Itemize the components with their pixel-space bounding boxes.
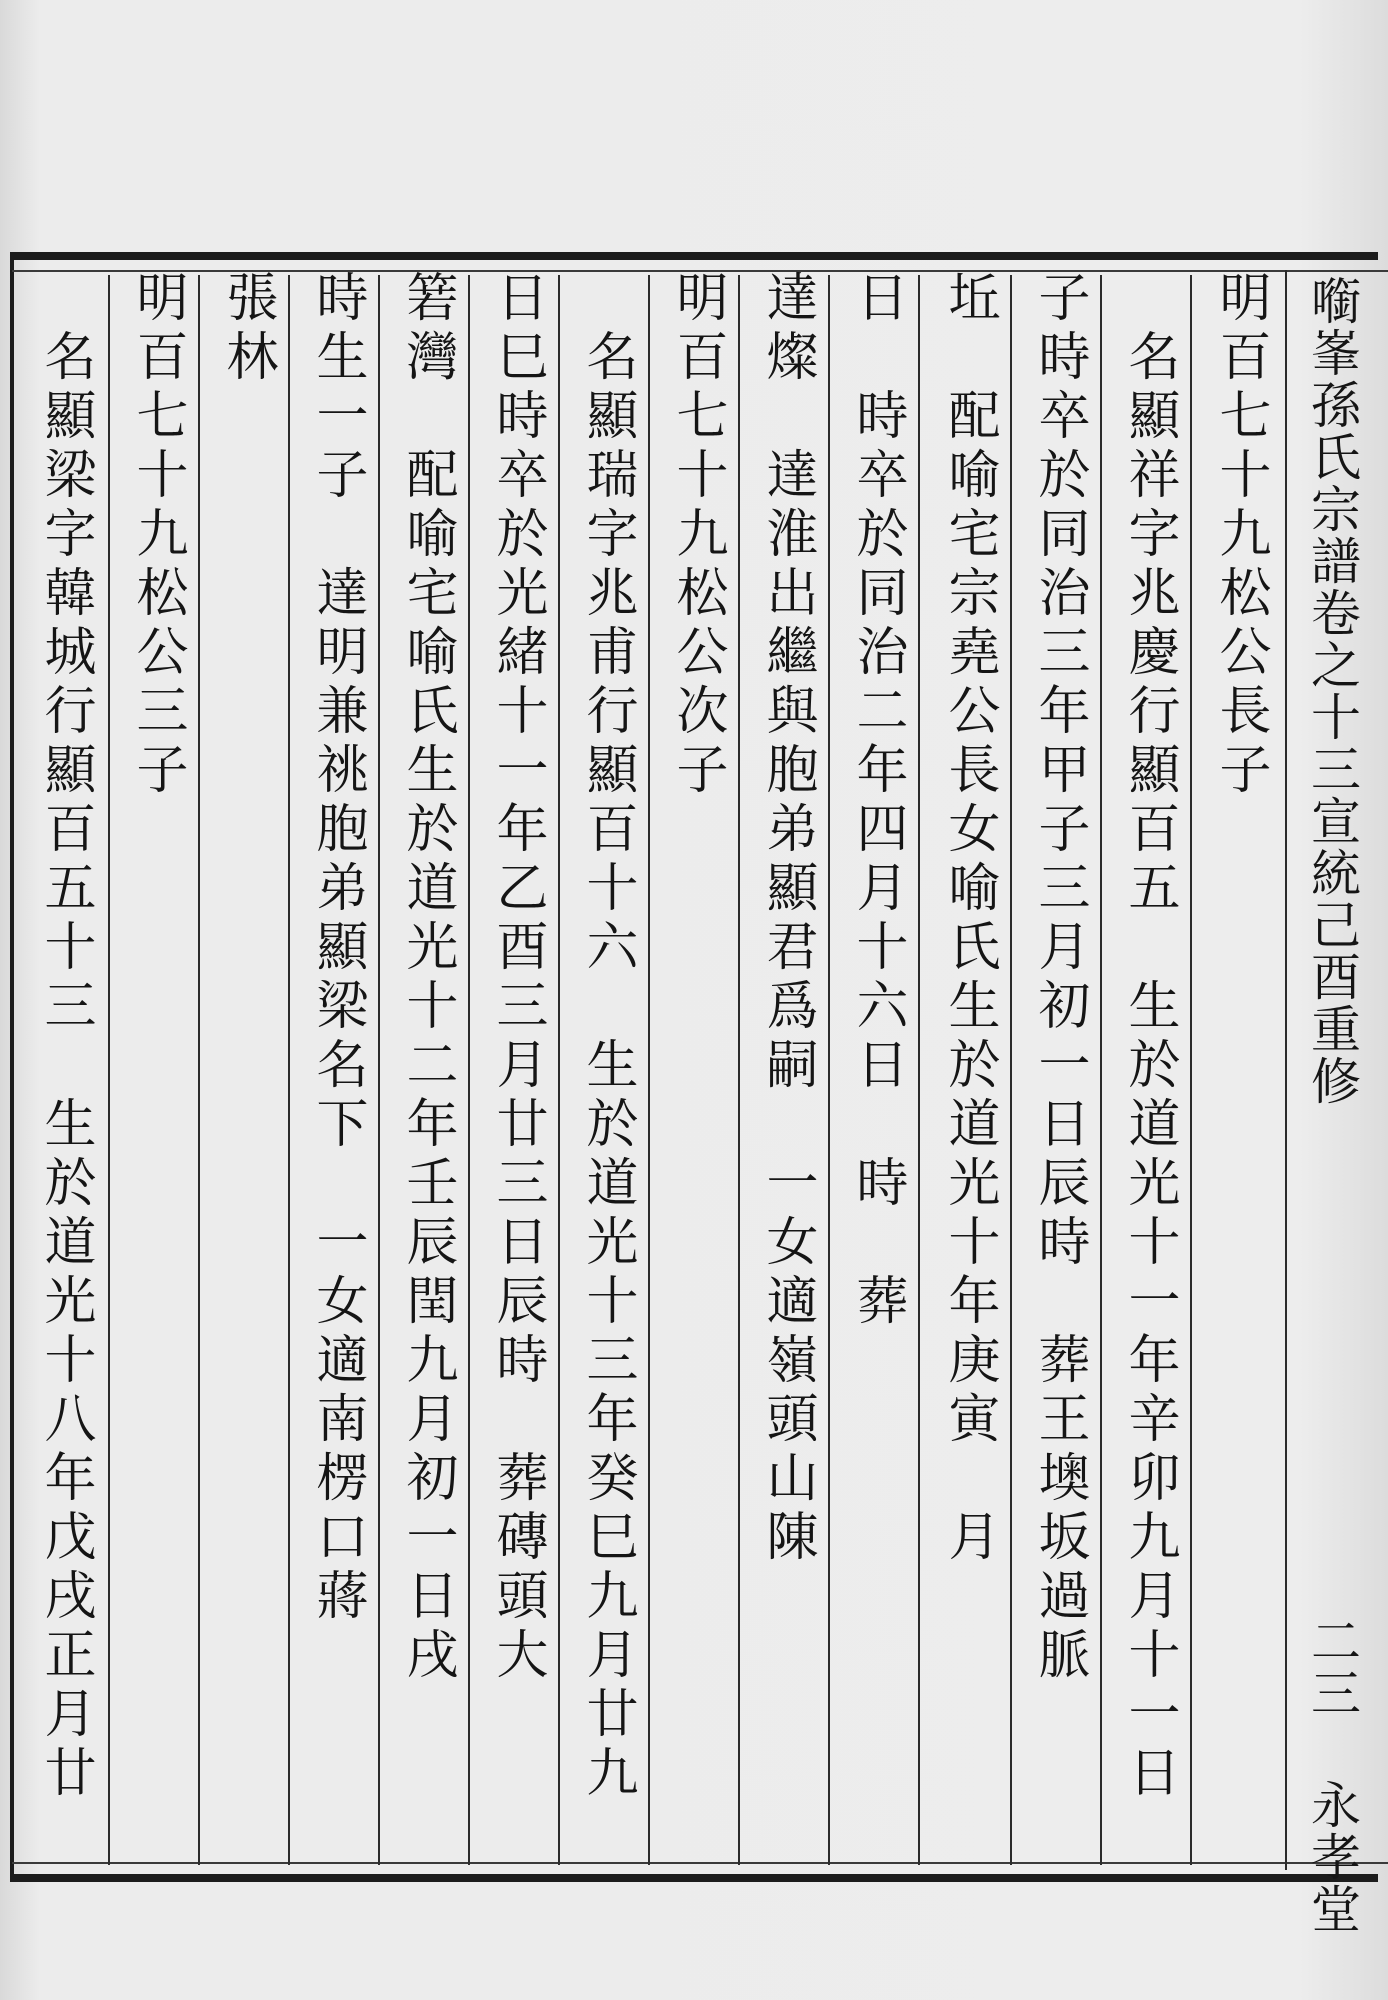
text-column-14: 名顯梁字韓城行顯百五十三 生於道光十八年戊戌正月廿 bbox=[35, 270, 95, 1804]
text-column-3: 子時卒於同治三年甲子三月初一日辰時 葬王墺坂過脈 bbox=[1029, 270, 1089, 1686]
margin-title: 㘅峯孫氏宗譜卷之十三宣統己酉重修 bbox=[1303, 275, 1361, 1107]
text-column-4: 坵 配喻宅宗堯公長女喻氏生於道光十年庚寅 月 bbox=[939, 270, 999, 1568]
text-column-6: 達燦 達淮出繼與胞弟顯君爲嗣 一女適嶺頭山陳 bbox=[757, 270, 817, 1568]
column-divider bbox=[108, 275, 110, 1865]
text-column-7: 明百七十九松公次子 bbox=[667, 270, 727, 801]
text-column-8: 名顯瑞字兆甫行顯百十六 生於道光十三年癸巳九月廿九 bbox=[577, 270, 637, 1804]
text-column-1: 明百七十九松公長子 bbox=[1210, 270, 1270, 801]
text-column-12: 張林 bbox=[217, 270, 277, 388]
text-column-11: 時生一子 達明兼祧胞弟顯梁名下 一女適南楞口蔣 bbox=[307, 270, 367, 1627]
text-column-9: 日巳時卒於光緒十一年乙酉三月廿三日辰時 葬磚頭大 bbox=[487, 270, 547, 1686]
text-column-10: 箬灣 配喻宅喻氏生於道光十二年壬辰閏九月初一日戌 bbox=[397, 270, 457, 1686]
text-column-13: 明百七十九松公三子 bbox=[127, 270, 187, 801]
text-column-5: 日 時卒於同治二年四月十六日 時 葬 bbox=[847, 270, 907, 1332]
page-marker: 二三 永孝堂 bbox=[1303, 1615, 1361, 1935]
text-column-2: 名顯祥字兆慶行顯百五 生於道光十一年辛卯九月十一日 bbox=[1119, 270, 1179, 1804]
